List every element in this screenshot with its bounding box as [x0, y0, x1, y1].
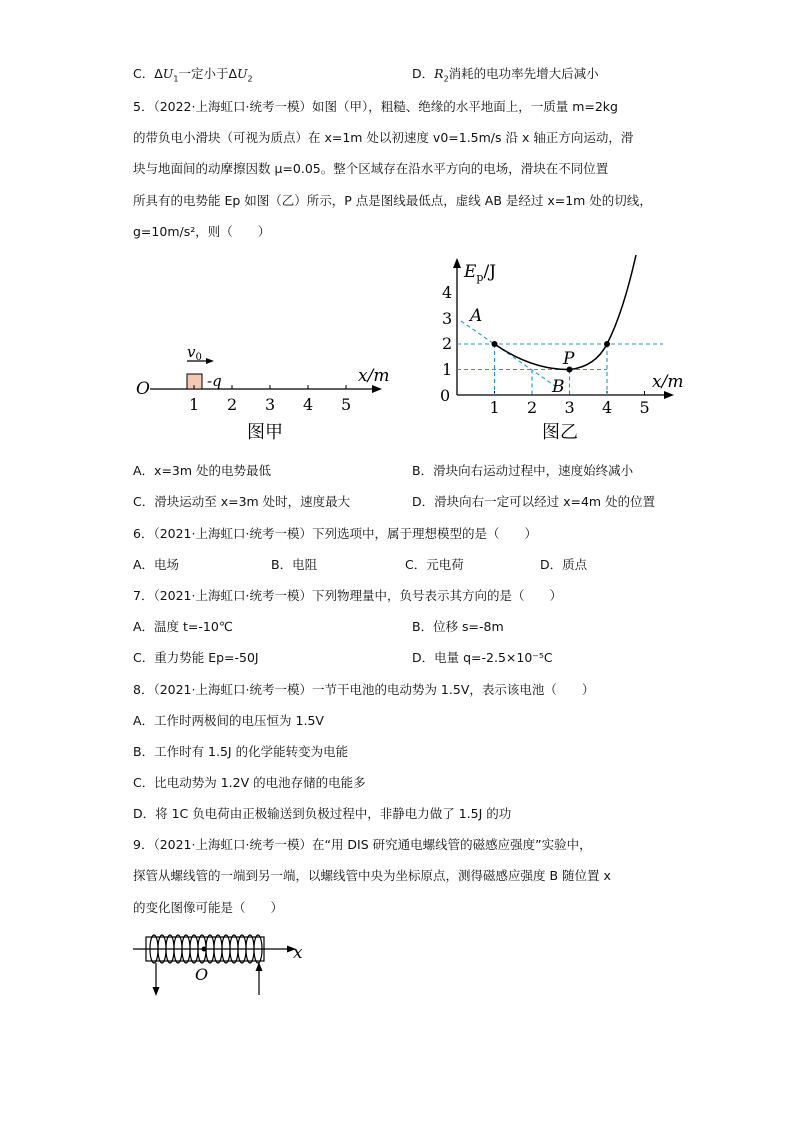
fig-yi-point-1 [492, 341, 498, 347]
figure-solenoid [130, 925, 310, 1000]
fig-yi-label-p: P [563, 349, 575, 369]
fig-yi-y-label: $E_p/J$ [464, 262, 497, 284]
fig-jia-v-label: $v_0$ [187, 343, 202, 363]
q8-option-b[interactable]: B．工作时有 1.5J 的化学能转变为电能 [133, 744, 349, 759]
prev-option-d: D．$R_2$消耗的电功率先增大后减小 [412, 66, 599, 84]
fig-yi-ytick-3: 3 [442, 309, 453, 328]
q7-option-a[interactable]: A．温度 t=-10℃ [133, 619, 233, 634]
solenoid-axis-label: x [293, 943, 303, 963]
fig-jia-charge: -q [207, 372, 222, 390]
q9-line-2: 探管从螺线管的一端到另一端，以螺线管中央为坐标原点，测得磁感应强度 B 随位置 x [133, 868, 611, 883]
fig-jia-tick-3: 3 [265, 395, 276, 414]
fig-jia-origin: O [136, 379, 150, 399]
q8-stem: 8．（2021·上海虹口·统考一模）一节干电池的电动势为 1.5V，表示该电池（ ） [133, 682, 595, 697]
q7-stem: 7．（2021·上海虹口·统考一模）下列物理量中，负号表示其方向的是（ ） [133, 588, 562, 603]
fig-yi-ytick-2: 2 [442, 334, 453, 353]
q7-option-d[interactable]: D．电量 q=-2.5×10⁻⁵C [412, 650, 553, 665]
q5-option-d[interactable]: D．滑块向右一定可以经过 x=4m 处的位置 [412, 494, 656, 509]
solenoid-origin-label: O [195, 965, 209, 984]
fig-yi-label-a: A [470, 306, 483, 326]
q5-option-b[interactable]: B．滑块向右运动过程中，速度始终减小 [412, 463, 634, 478]
q5-option-a[interactable]: A．x=3m 处的电势最低 [133, 463, 272, 478]
q5-line-2: 的带负电小滑块（可视为质点）在 x=1m 处以初速度 v0=1.5m/s 沿 x 轴正方向运动，滑 [133, 130, 634, 145]
fig-yi-caption: 图乙 [542, 422, 578, 443]
fig-yi-x-label: x/m [652, 372, 684, 392]
fig-jia-axis-label: x/m [358, 366, 390, 386]
fig-jia-axis-arrow [372, 385, 382, 393]
fig-yi-ytick-4: 4 [442, 283, 453, 302]
solenoid-origin-dot [202, 947, 207, 952]
fig-jia-tick-2: 2 [227, 395, 238, 414]
q5-line-4: 所具有的电势能 Ep 如图（乙）所示，P 点是图线最低点，虚线 AB 是经过 x=1m 处的切线， [133, 193, 652, 208]
q6-option-c[interactable]: C．元电荷 [405, 557, 464, 572]
fig-yi-label-b: B [552, 377, 565, 397]
q9-line-1: 9．（2021·上海虹口·统考一模）在“用 DIS 研究通电螺线管的磁感应强度”实验中， [133, 837, 592, 852]
q6-option-a[interactable]: A．电场 [133, 557, 180, 572]
q8-option-c[interactable]: C．比电动势为 1.2V 的电池存储的电能多 [133, 775, 366, 790]
figure-jia [130, 335, 390, 445]
q7-option-b[interactable]: B．位移 s=-8m [412, 619, 504, 634]
q7-option-c[interactable]: C．重力势能 Ep=-50J [133, 650, 259, 665]
figure-yi [430, 255, 690, 450]
fig-yi-point-4 [604, 341, 610, 347]
fig-yi-xtick-4: 4 [602, 398, 613, 417]
q8-option-d[interactable]: D．将 1C 负电荷由正极输送到负极过程中，非静电力做了 1.5J 的功 [133, 806, 512, 821]
fig-jia-tick-5: 5 [341, 395, 352, 414]
fig-yi-xtick-2: 2 [527, 398, 538, 417]
fig-yi-xtick-1: 1 [489, 398, 500, 417]
fig-jia-caption: 图甲 [247, 422, 283, 443]
q5-option-c[interactable]: C．滑块运动至 x=3m 处时，速度最大 [133, 494, 351, 509]
fig-yi-xtick-5: 5 [639, 398, 650, 417]
fig-yi-tangent-ab [461, 321, 558, 388]
q5-line-5: g=10m/s²，则（ ） [133, 224, 271, 239]
q6-stem: 6．（2021·上海虹口·统考一模）下列选项中，属于理想模型的是（ ） [133, 526, 537, 541]
q8-option-a[interactable]: A．工作时两极间的电压恒为 1.5V [133, 713, 324, 728]
q6-option-b[interactable]: B．电阻 [271, 557, 318, 572]
fig-yi-zero: 0 [440, 386, 451, 405]
q5-line-1: 5．（2022·上海虹口·统考一模）如图（甲），粗糙、绝缘的水平地面上，一质量 m=2kg [133, 99, 618, 114]
fig-jia-tick-1: 1 [189, 395, 200, 414]
q9-line-3: 的变化图像可能是（ ） [133, 900, 284, 915]
q5-line-3: 块与地面间的动摩擦因数 μ=0.05。整个区域存在沿水平方向的电场，滑块在不同位置 [133, 161, 609, 176]
fig-yi-xtick-3: 3 [564, 398, 575, 417]
q6-option-d[interactable]: D．质点 [540, 557, 588, 572]
fig-yi-ytick-1: 1 [442, 360, 453, 379]
fig-jia-tick-4: 4 [303, 395, 314, 414]
prev-option-c: C．$\Delta U_1$一定小于$\Delta U_2$ [133, 66, 253, 84]
